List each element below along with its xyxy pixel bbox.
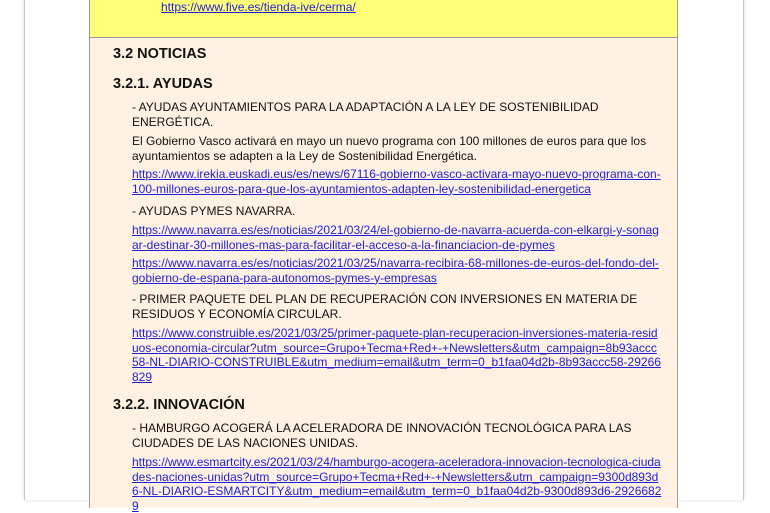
navarra-fondo-link[interactable]: https://www.navarra.es/es/noticias/2021/03/25/navarra-recibira-68-millones-de-euros-del-fondo-del-gobierno-de-espana-para-autonomos-pymes-y-empresas [132, 256, 659, 285]
navarra-elkargi-link[interactable]: https://www.navarra.es/es/noticias/2021/03/24/el-gobierno-de-navarra-acuerda-con-elkargi-y-sonagar-destinar-30-millones-mas-para-facilitar-el-acceso-a-la-financiacion-de-pymes [132, 223, 659, 252]
esmartcity-link[interactable]: https://www.esmartcity.es/2021/03/24/hamburgo-acogera-aceleradora-innovacion-tecnologica-ciudades-naciones-unidas?utm_source=Grupo+Tecma+Red+-+Newsletters&utm_campaign=9300d893d6-NL-DIARIO-ESMARTCITY&utm_medium=email&utm_term=0_b1faa04d2b-9300d893d6-29266829 [132, 455, 662, 513]
navarra-link-1-wrap [132, 223, 662, 252]
ayudas-ayuntamientos-summary: El Gobierno Vasco activará en mayo un nuevo programa con 100 millones de euros para que los ayuntamientos se adapten a la Ley de Sostenibilidad Energética. [132, 134, 647, 163]
ayudas-ayuntamientos-link-wrap [132, 167, 662, 196]
cerma-store-link[interactable]: https://www.five.es/tienda-ive/cerma/ [161, 0, 356, 14]
hamburgo-title: - HAMBURGO ACOGERÁ LA ACELERADORA DE INNOVACIÓN TECNOLÓGICA PARA LAS CIUDADES DE LAS NACIONES UNIDAS. [132, 421, 632, 450]
irekia-news-link[interactable]: https://www.irekia.euskadi.eus/es/news/67116-gobierno-vasco-activara-mayo-nuevo-programa-con-100-millones-euros-para-que-los-ayuntamientos-adapten-ley-sostenibilidad-energetica [132, 167, 661, 196]
ayudas-heading: 3.2.1. AYUDAS [113, 76, 213, 92]
esmartcity-link-wrap [132, 455, 662, 513]
construible-link[interactable]: https://www.construible.es/2021/03/25/primer-paquete-plan-recuperacion-inversiones-materia-residuos-economia-circular?utm_source=Grupo+Tecma+Red+-+Newsletters&utm_campaign=8b93accc58-NL-DIARIO-CONSTRUIBLE&utm_medium=email&utm_term=0_b1faa04d2b-8b93accc58-29266829 [132, 326, 661, 384]
navarra-link-2-wrap [132, 256, 662, 285]
construible-link-wrap [132, 326, 662, 384]
innovacion-heading: 3.2.2. INNOVACIÓN [113, 397, 245, 413]
plan-recuperacion-title: - PRIMER PAQUETE DEL PLAN DE RECUPERACIÓN CON INVERSIONES EN MATERIA DE RESIDUOS Y ECONOMÍA CIRCULAR. [132, 292, 638, 321]
ayudas-pymes-title: - AYUDAS PYMES NAVARRA. [132, 204, 296, 218]
section-title: 3.2 NOTICIAS [113, 46, 207, 62]
ayudas-ayuntamientos-title: - AYUDAS AYUNTAMIENTOS PARA LA ADAPTACIÓN A LA LEY DE SOSTENIBILIDAD ENERGÉTICA. [132, 100, 599, 129]
